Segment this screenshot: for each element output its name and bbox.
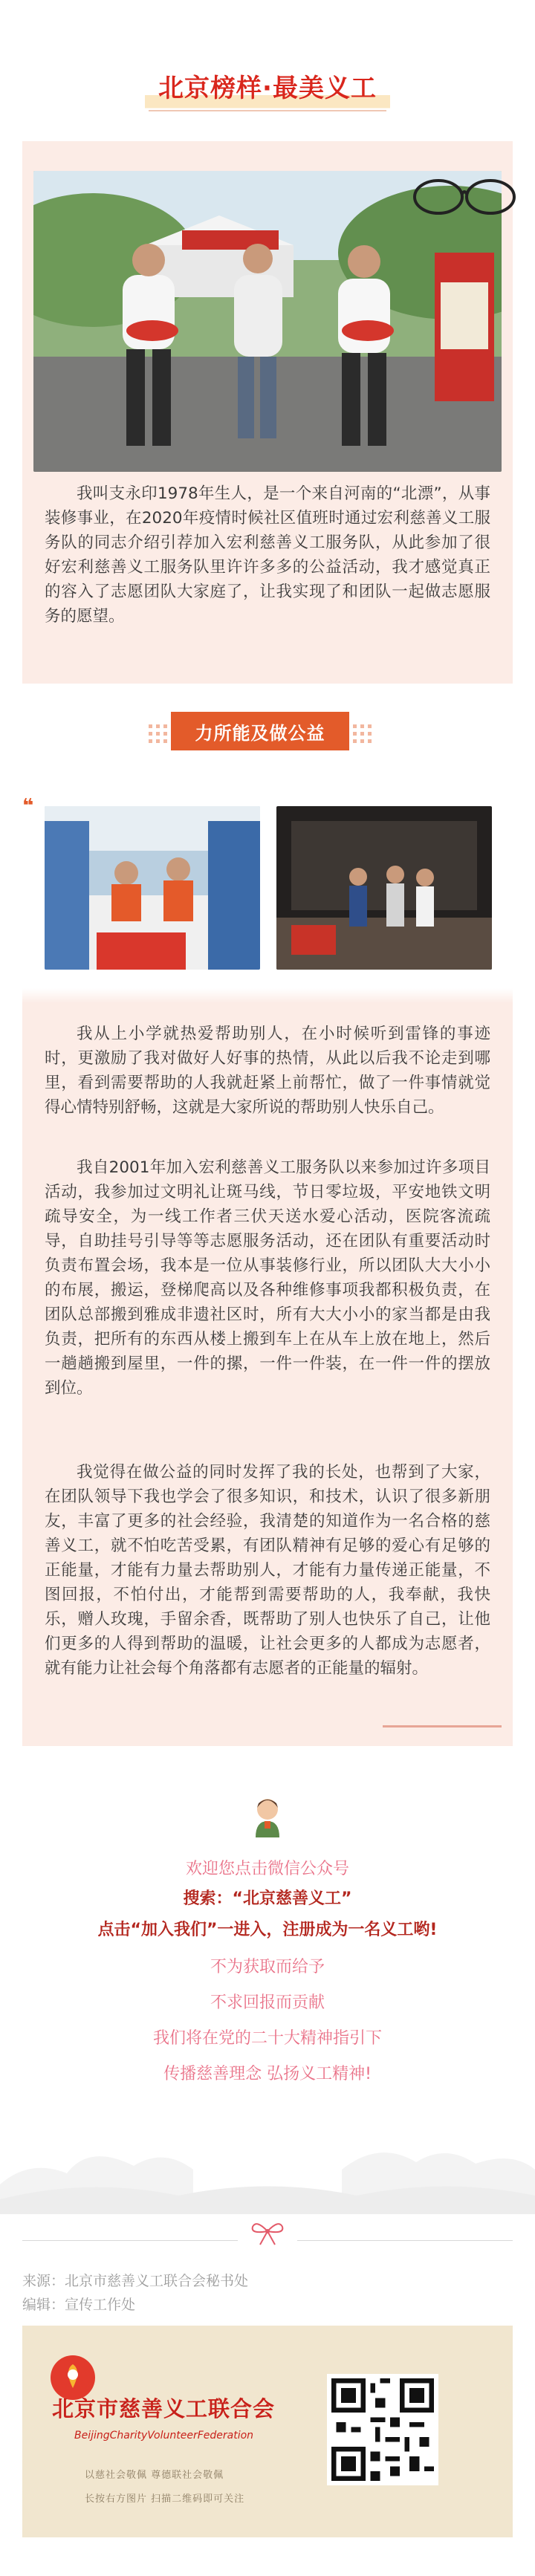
divider-left bbox=[22, 2240, 238, 2241]
story-paragraph-3: 我觉得在做公益的同时发挥了我的长处，也帮到了大家，在团队领导下我也学会了很多知识，和技术，认识了很多新朋友，丰富了更多的社会经验，我清楚的知道作为一名合格的慈善义工，就不怕吃苦受累，有团队精神有足够的爱心有足够的正能量，才能有力量去帮助别人，才能有力量传递正能量，不图回报，不怕付出，才能帮到需要帮助的人，我奉献，我快乐，赠人玫瑰，手留余香，既帮助了别人也快乐了自己，让他们更多的人得到帮助的温暖，让社会更多的人都成为志愿者，就有能力让社会每个角落都有志愿者的正能量的辐射。 bbox=[45, 1463, 490, 1678]
title-divider bbox=[149, 110, 386, 111]
cloud-decoration bbox=[0, 2118, 535, 2214]
cta-line-3: 我们将在党的二十大精神指引下 bbox=[152, 2029, 382, 2048]
page-title: 北京榜样·最美义工 bbox=[145, 63, 390, 114]
bow-icon bbox=[249, 2218, 286, 2248]
section-tag: 力所能及做公益 bbox=[171, 712, 349, 750]
cta-join[interactable]: 点击“加入我们”一进入，注册成为一名义工哟! bbox=[97, 1921, 438, 1939]
decor-line bbox=[383, 1725, 502, 1727]
source-text: 来源：北京市慈善义工联合会秘书处 bbox=[22, 2273, 249, 2289]
cta-search[interactable]: 搜索：“北京慈善义工” bbox=[183, 1889, 352, 1908]
volunteer-booth-photo bbox=[45, 806, 260, 970]
tag-dots-right bbox=[353, 724, 375, 754]
page-title-wrap bbox=[0, 63, 535, 114]
cta-line-2: 不求回报而贡献 bbox=[210, 1993, 325, 2012]
story-paragraph-2: 我自2001年加入宏利慈善义工服务队以来参加过许多项目活动，我参加过文明礼让斑马线，节日零垃圾，平安地铁文明疏导安全，为一线工作者三伏天送水爱心活动，医院客流疏导，自助挂号引导等等志愿服务活动，还在团队有重要活动时负责布置会场，我本是一位从事装修行业，所以团队大大小小的布展，搬运，登梯爬高以及各种维修事项我都积极负责，在团队总部搬到雅成非遗社区时，所有大大小小的家当都是由我负责，把所有的东西从楼上搬到车上在从车上放在地上，然后一趟趟搬到屋里，一件的摞，一件一件装，在一件一件的摆放到位。 bbox=[45, 1158, 490, 1398]
story-paragraph-1: 我从上小学就热爱帮助别人，在小时候听到雷锋的事迹时，更激励了我对做好人好事的热情，从此以后我不论走到哪里，看到需要帮助的人我就赶紧上前帮忙，做了一件事情就觉得心情特别舒畅，这就是大家所说的帮助别人快乐自己。 bbox=[45, 1025, 490, 1117]
org-name-en: BeijingCharityVolunteerFederation bbox=[74, 2430, 254, 2442]
org-banner bbox=[22, 2326, 513, 2537]
glasses-decoration-icon bbox=[405, 167, 516, 219]
stage-event-photo bbox=[276, 806, 492, 970]
quote-icon: ❝ bbox=[22, 795, 34, 817]
qr-code[interactable] bbox=[327, 2374, 438, 2485]
banner-note-2: 长按右方图片 扫描二维码即可关注 bbox=[85, 2494, 245, 2505]
cta-line-1: 不为获取而给予 bbox=[210, 1958, 325, 1976]
cta-line-4: 传播慈善理念 弘扬义工精神! bbox=[163, 2065, 372, 2083]
intro-paragraph: 我叫支永印1978年生人，是一个来自河南的“北漂”，从事装修事业，在2020年疫情时候社区值班时通过宏利慈善义工服务队的同志介绍引荐加入宏利慈善义工服务队，从此参加了很好宏利慈善义工服务队里许许多多的公益活动，我才感觉真正的容入了志愿团队大家庭了，让我实现了和团队一起做志愿服务的愿望。 bbox=[45, 484, 490, 626]
volunteer-avatar-icon bbox=[251, 1794, 284, 1837]
card-fade bbox=[22, 988, 513, 1003]
banner-note-1: 以慈社会敬佩 尊德联社会敬佩 bbox=[85, 2470, 224, 2481]
editor-text: 编辑：宣传工作处 bbox=[22, 2297, 136, 2313]
divider-right bbox=[297, 2240, 513, 2241]
tag-dots-left bbox=[149, 724, 171, 754]
cta-welcome: 欢迎您点击微信公众号 bbox=[185, 1860, 349, 1878]
org-name: 北京市慈善义工联合会 bbox=[52, 2396, 276, 2421]
